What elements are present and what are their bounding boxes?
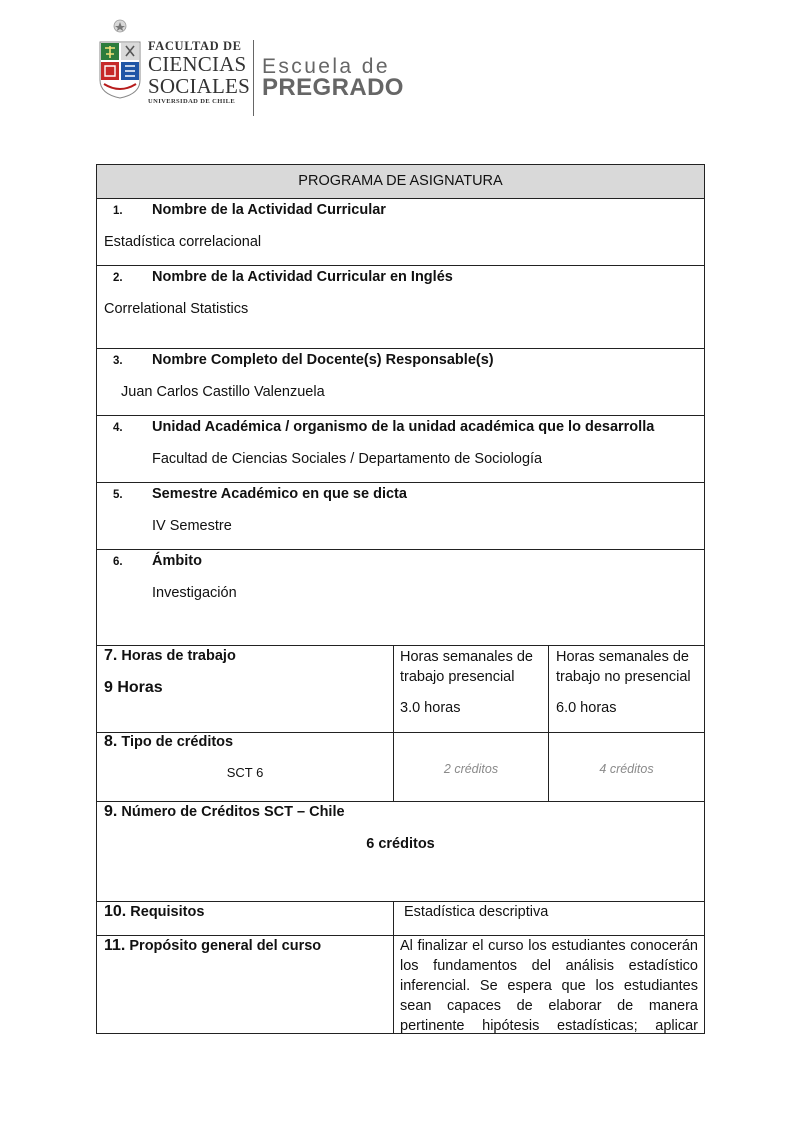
purpose-line: los fundamentos del análisis estadístico [400, 958, 698, 974]
hours-presential-value: 3.0 horas [400, 700, 461, 716]
section-academic-unit [96, 416, 705, 483]
column-divider [548, 646, 549, 733]
hours-non-presential-value: 6.0 horas [556, 700, 617, 716]
course-purpose-label [104, 937, 321, 955]
faculty-logo [96, 18, 404, 105]
faculty-name [148, 40, 250, 105]
column-divider [393, 936, 394, 1034]
section-activity-name [96, 199, 705, 266]
section-sct-credits [96, 802, 705, 902]
logo-line-1: FACULTAD DE [148, 39, 242, 53]
section-label: Requisitos [130, 904, 205, 920]
hours-presential-label: Horas semanales de trabajo presencial [400, 649, 533, 685]
section-label: Nombre Completo del Docente(s) Responsable(s) [152, 352, 494, 368]
section-number: 8. [104, 733, 118, 750]
section-value: Correlational Statistics [104, 301, 249, 317]
credit-type-label [104, 733, 233, 751]
purpose-line: sean capaces de elaborar de manera [400, 998, 698, 1014]
sct-credits-label [104, 803, 345, 821]
section-number: 7. [104, 647, 118, 664]
logo-line-4: UNIVERSIDAD DE CHILE [148, 97, 236, 105]
purpose-line: Al finalizar el curso los estudiantes conocerán [400, 938, 698, 954]
credits-non-presential: 4 créditos [599, 762, 654, 776]
school-name: PREGRADO [262, 74, 404, 101]
section-number: 11. [104, 937, 126, 954]
section-credit-type [96, 733, 705, 802]
section-label: Semestre Académico en que se dicta [152, 486, 407, 502]
work-hours-label [104, 647, 236, 665]
section-number: 4. [113, 422, 123, 434]
section-work-hours [96, 646, 705, 733]
school-label: Escuela de [262, 55, 390, 78]
course-purpose-text [400, 936, 698, 1036]
credits-presential: 2 créditos [443, 762, 499, 776]
section-label: Número de Créditos SCT – Chile [121, 804, 345, 820]
section-value: Juan Carlos Castillo Valenzuela [121, 384, 325, 400]
logo-line-2: CIENCIAS [148, 51, 247, 76]
purpose-line: inferencial. Se espera que los estudiantes [400, 978, 698, 994]
section-value: Facultad de Ciencias Sociales / Departamento de Sociología [152, 451, 543, 467]
section-number: 3. [113, 355, 123, 367]
section-number: 1. [113, 205, 123, 217]
column-divider [393, 646, 394, 733]
logo-line-3: SOCIALES [148, 73, 250, 98]
credit-type-value: SCT 6 [226, 765, 264, 780]
column-divider [393, 902, 394, 936]
section-course-purpose [96, 936, 705, 1034]
section-number: 2. [113, 272, 123, 284]
section-label: Propósito general del curso [129, 938, 322, 954]
section-activity-name-english [96, 266, 705, 349]
table-title-row [96, 164, 705, 199]
section-label: Unidad Académica / organismo de la unidad académica que lo desarrolla [152, 419, 655, 435]
university-crest-icon [96, 18, 144, 100]
section-value: Investigación [152, 585, 237, 601]
section-responsible-teacher [96, 349, 705, 416]
section-label: Tipo de créditos [121, 734, 234, 750]
requirements-value: Estadística descriptiva [404, 904, 549, 920]
table-title: PROGRAMA DE ASIGNATURA [298, 173, 503, 189]
section-label: Ámbito [152, 553, 202, 569]
section-value: IV Semestre [152, 518, 232, 534]
section-label: Horas de trabajo [121, 648, 236, 664]
section-number: 6. [113, 556, 123, 568]
section-value: Estadística correlacional [104, 234, 262, 250]
requirements-label [104, 903, 204, 921]
section-number: 10. [104, 903, 127, 920]
purpose-line: pertinente hipótesis estadísticas; aplicar [400, 1018, 698, 1034]
sct-credits-value: 6 créditos [366, 836, 435, 852]
section-scope [96, 550, 705, 646]
section-semester [96, 483, 705, 550]
work-hours-total: 9 Horas [104, 679, 163, 696]
section-label: Nombre de la Actividad Curricular [152, 202, 386, 218]
logo-divider [253, 40, 254, 116]
section-number: 9. [104, 803, 118, 820]
section-requirements [96, 902, 705, 936]
section-number: 5. [113, 489, 123, 501]
hours-non-presential-label: Horas semanales de trabajo no presencial [556, 649, 691, 685]
section-label: Nombre de la Actividad Curricular en Inglés [152, 269, 453, 285]
